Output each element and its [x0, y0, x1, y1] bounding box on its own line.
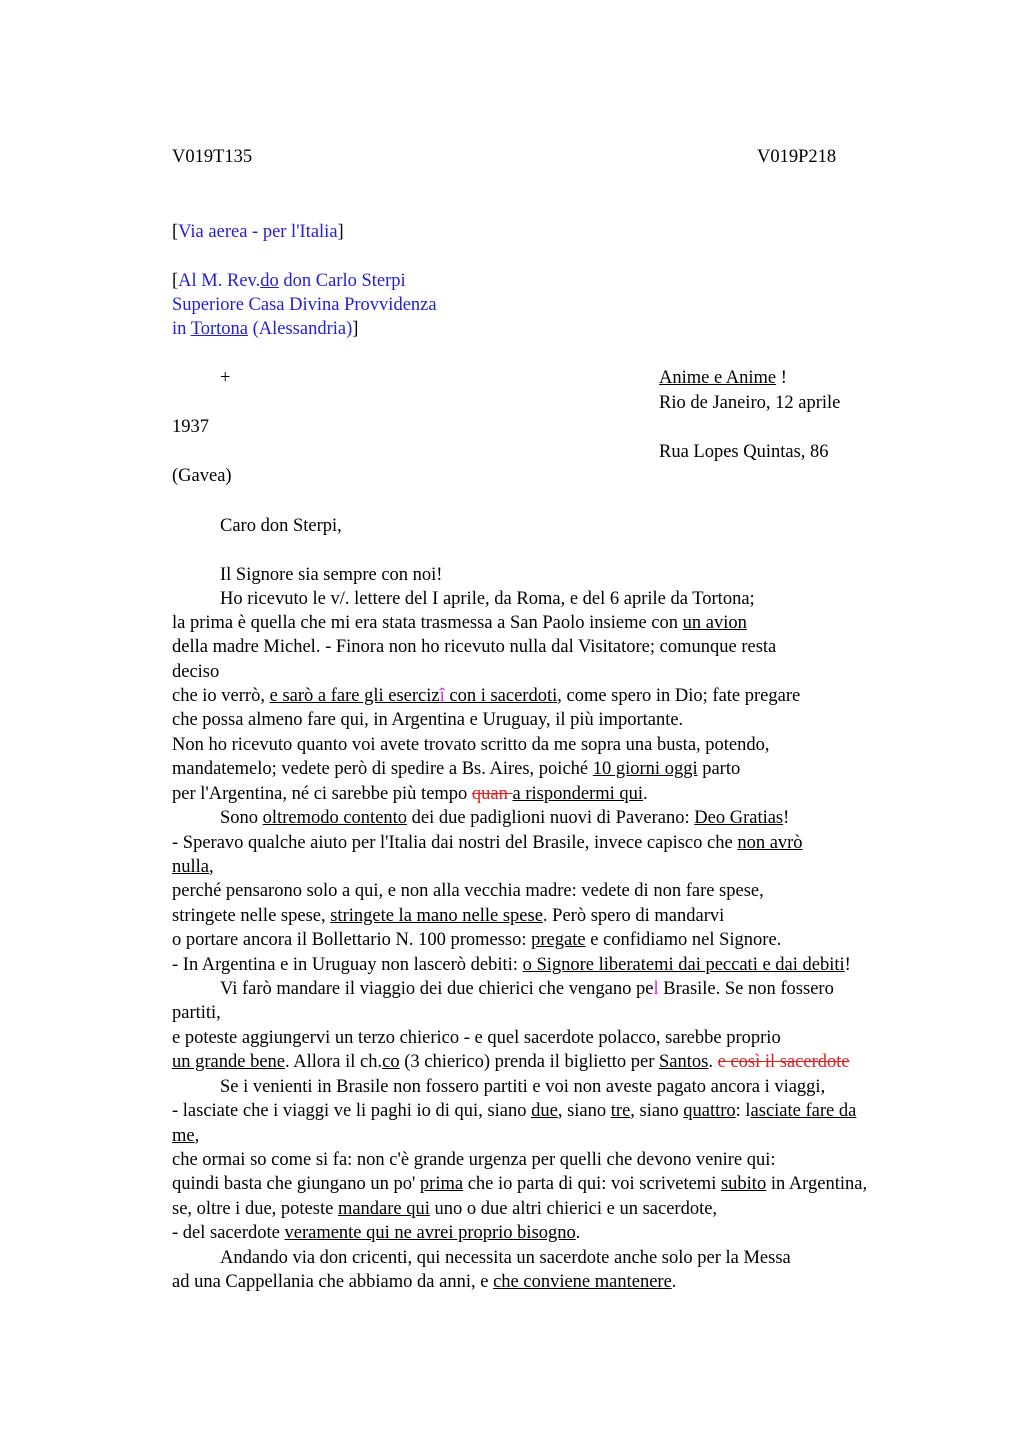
body-line: Ho ricevuto le v/. lettere del I aprile, da Roma, e del 6 aprile da Tortona;	[220, 589, 755, 609]
address-line-2: Superiore Casa Divina Provvidenza	[172, 295, 437, 315]
body-line: - lasciate che i viaggi ve li paghi io di qui, siano due, siano tre, siano quattro: lasciate fare da	[172, 1101, 857, 1121]
year: 1937	[172, 417, 209, 437]
body-line: Non ho ricevuto quanto voi avete trovato scritto da me sopra una busta, potendo,	[172, 735, 770, 755]
body-line: Se i venienti in Brasile non fossero partiti e voi non aveste pagato ancora i viaggi,	[220, 1077, 826, 1097]
street-address: Rua Lopes Quintas, 86	[659, 442, 829, 462]
document-code-right: V019P218	[757, 147, 837, 167]
body-line: della madre Michel. - Finora non ho ricevuto nulla dal Visitatore; comunque resta	[172, 637, 777, 657]
address-line-3: in Tortona (Alessandria)]	[172, 319, 359, 339]
body-line: Sono oltremodo contento dei due padiglioni nuovi di Paverano: Deo Gratias!	[220, 808, 790, 828]
airmail-text: Via aerea - per l'Italia	[178, 222, 338, 242]
body-line: nulla,	[172, 857, 214, 877]
body-line: o portare ancora il Bollettario N. 100 promesso: pregate e confidiamo nel Signore.	[172, 930, 782, 950]
motto: Anime e Anime !	[659, 368, 787, 388]
place-date: Rio de Janeiro, 12 aprile	[659, 393, 841, 413]
body-line: perché pensarono solo a qui, e non alla vecchia madre: vedete di non fare spese,	[172, 881, 764, 901]
body-line: - In Argentina e in Uruguay non lascerò debiti: o Signore liberatemi dai peccati e dai debiti!	[172, 955, 851, 975]
body-line: se, oltre i due, poteste mandare qui uno o due altri chierici e un sacerdote,	[172, 1199, 718, 1219]
body-line: Andando via don cricenti, qui necessita un sacerdote anche solo per la Messa	[220, 1248, 791, 1268]
document-code-left: V019T135	[172, 147, 253, 167]
body-line: la prima è quella che mi era stata trasmessa a San Paolo insieme con un avion	[172, 613, 747, 633]
body-line: stringete nelle spese, stringete la mano nelle spese. Però spero di mandarvi	[172, 906, 725, 926]
body-line: un grande bene. Allora il ch.co (3 chierico) prenda il biglietto per Santos. e così il sacerdote	[172, 1052, 850, 1072]
struck-text: e così il sacerdote	[717, 1052, 850, 1072]
body-line: per l'Argentina, né ci sarebbe più tempo quan a rispondermi qui.	[172, 784, 648, 804]
body-line: quindi basta che giungano un po' prima che io parta di qui: voi scrivetemi subito in Argentina,	[172, 1174, 868, 1194]
body-line: Il Signore sia sempre con noi!	[220, 565, 443, 585]
body-line: Vi farò mandare il viaggio dei due chierici che vengano pel Brasile. Se non fossero	[220, 979, 834, 999]
body-line: - del sacerdote veramente qui ne avrei proprio bisogno.	[172, 1223, 581, 1243]
greeting: Caro don Sterpi,	[220, 516, 342, 536]
body-line: che possa almeno fare qui, in Argentina e Uruguay, il più importante.	[172, 710, 684, 730]
body-line: e poteste aggiungervi un terzo chierico - e quel sacerdote polacco, sarebbe proprio	[172, 1028, 781, 1048]
struck-text: quan	[471, 784, 513, 804]
district: (Gavea)	[172, 466, 232, 486]
body-line: che io verrò, e sarò a fare gli esercizî con i sacerdoti, come spero in Dio; fate pregare	[172, 686, 801, 706]
body-line: deciso	[172, 662, 220, 682]
body-line: - Speravo qualche aiuto per l'Italia dai nostri del Brasile, invece capisco che non avrò	[172, 833, 803, 853]
body-line: che ormai so come si fa: non c'è grande urgenza per quelli che devono venire qui:	[172, 1150, 776, 1170]
body-line: mandatemelo; vedete però di spedire a Bs. Aires, poiché 10 giorni oggi parto	[172, 759, 741, 779]
body-line: me,	[172, 1126, 200, 1146]
address-line-1: [Al M. Rev.do don Carlo Sterpi	[172, 271, 406, 291]
body-line: partiti,	[172, 1003, 221, 1023]
body-line: ad una Cappellania che abbiamo da anni, e che conviene mantenere.	[172, 1272, 677, 1292]
cross-symbol: +	[220, 368, 231, 388]
airmail-note: [Via aerea - per l'Italia]	[172, 222, 344, 242]
